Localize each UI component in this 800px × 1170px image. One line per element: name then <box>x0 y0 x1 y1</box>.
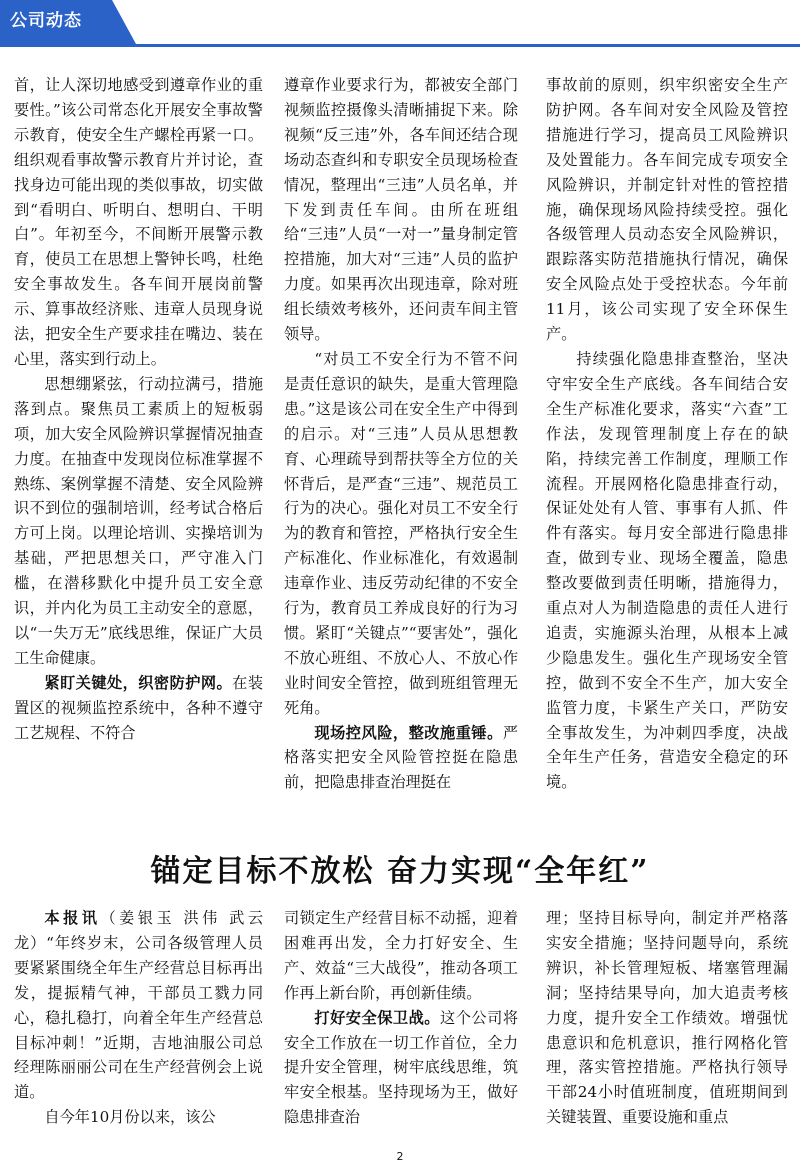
article1-column-1 <box>14 73 263 843</box>
paragraph <box>546 906 788 1130</box>
paragraph-text: 思想绷紧弦，行动拉满弓，措施落到点。聚焦员工素质上的短板弱项，加大安全风险辨识掌握情况抽查力度。在抽查中发现岗位标准掌握不熟练、案例掌握不清楚、安全风险辨识不到位的强制培训，经考试合格后方可上岗。以理论培训、实操培训为基础，严把思想关口，严守准入门槛，在潜移默化中提升员工安全意识，并内化为员工主动安全的意愿，以“一失万无”底线思维，保证广大员工生命健康。 <box>14 374 263 667</box>
paragraph-text: 事故前的原则，织牢织密安全生产防护网。各车间对安全风险及管控措施进行学习，提高员工风险辨识及处置能力。各车间完成专项安全风险辨识，并制定针对性的管控措施，确保现场风险持续受控。强化各级管理人员动态安全风险辨识，跟踪落实防范措施执行情况，确保安全风险点处于受控状态。今年前11月，该公司实现了安全环保生产。 <box>546 76 788 344</box>
paragraph <box>14 73 263 372</box>
paragraph-text: 首，让人深切地感受到遵章作业的重要性。”该公司常态化开展安全事故警示教育，使安全生产螺栓再紧一口。组织观看事故警示教育片并讨论，查找身边可能出现的类似事故，切实做到“看明白、听明白、想明白、干明白”。年初至今，不间断开展警示教育，使员工在思想上警钟长鸣，杜绝安全事故发生。各车间开展岗前警示、算事故经济账、违章人员现身说法，把安全生产要求挂在嘴边、装在心里，落实到行动上。 <box>14 76 263 368</box>
article1-column-2 <box>284 73 518 843</box>
paragraph-text: 严格落实把安全风险管控挺在隐患前，把隐患排查治理挺在 <box>284 723 518 792</box>
paragraph-lead: 现场控风险，整改施重锤。 <box>314 723 503 742</box>
paragraph-text: 自今年10月份以来，该公 <box>44 1108 216 1127</box>
paragraph-text: 遵章作业要求行为，都被安全部门视频监控摄像头清晰捕捉下来。除视频“反三违”外，各车间还结合现场动态查纠和专职安全员现场检查情况，整理出“三违”人员名单，并下发到责任车间。由所在班组给“三违”人员“一对一”量身制定管控措施，加大对“三违”人员的监护力度。如果再次出现违章，除对班组长绩效考核外，还问责车间主管领导。 <box>284 76 518 344</box>
article2-headline: 锚定目标不放松 奋力实现“全年红” <box>150 854 650 889</box>
paragraph <box>546 73 788 347</box>
article2-column-1 <box>14 906 263 1146</box>
paragraph <box>284 73 518 347</box>
paragraph <box>14 906 263 1105</box>
paragraph <box>546 347 788 795</box>
paragraph <box>284 1006 518 1131</box>
paragraph <box>14 671 263 746</box>
paragraph <box>14 372 263 671</box>
paragraph-text: 司锁定生产经营目标不动摇，迎着困难再出发，全力打好安全、生产、效益“三大战役”，推动各项工作再上新台阶，再创新佳绩。 <box>284 909 518 1002</box>
paragraph <box>284 721 518 796</box>
paragraph-text: 持续强化隐患排查整治，坚决守牢安全生产底线。各车间结合安全生产标准化要求，落实“六查”工作法，发现管理制度上存在的缺陷，持续完善工作制度，理顺工作流程。开展网格化隐患排查行动，保证处处有人管、事事有人抓、件件有落实。每月安全部进行隐患排查，做到专业、现场全覆盖，隐患整改要做到责任明晰，措施得力，重点对人为制造隐患的责任人进行追责，实施源头治理，从根本上减少隐患发生。强化生产现场安全管控，做到不安全不生产，加大安全监管力度，卡紧生产关口，严防安全事故发生，为冲刺四季度，决战全年生产任务，营造安全稳定的环境。 <box>546 349 788 792</box>
paragraph <box>14 1105 263 1130</box>
section-header-tab <box>0 0 138 44</box>
paragraph-text: “对员工不安全行为不管不问是责任意识的缺失，是重大管理隐患。”这是该公司在安全生产中得到的启示。对“三违”人员从思想教育、心理疏导到帮扶等全方位的关怀背后，是严查“三违”、规范员工行为的决心。强化对员工不安全行为的教育和管控，严格执行安全生产标准化、作业标准化，有效遏制违章作业、违反劳动纪律的不安全行为，教育员工养成良好的行为习惯。紧盯“关键点”“要害处”，强化不放心班组、不放心人、不放心作业时间安全管控，做到班组管理无死角。 <box>284 349 518 717</box>
paragraph <box>284 347 518 721</box>
header-rule <box>0 44 800 47</box>
article2-column-3 <box>546 906 788 1146</box>
paragraph-lead: 打好安全保卫战。 <box>314 1008 441 1027</box>
paragraph-text: 理；坚持目标导向，制定并严格落实安全措施；坚持问题导向，系统辨识，补长管理短板、堵塞管理漏洞；坚持结果导向，加大追责考核力度，提升安全工作绩效。增强忧患意识和危机意识，推行网格化管理，落实管控措施。严格执行领导干部24小时值班制度，值班期间到关键装置、重要设施和重点 <box>546 909 788 1127</box>
paragraph-lead: 紧盯关键处，织密防护网。 <box>44 673 233 692</box>
paragraph-lead: 本报讯 <box>44 909 101 927</box>
paragraph-text: （姜银玉 洪伟 武云龙）“年终岁末，公司各级管理人员要紧紧围绕全年生产经营总目标再出发，提振精气神，干部员工戮力同心，稳扎稳打，向着全年生产经营总目标冲刺！”近期，吉地油服公司总经理陈丽丽公司在生产经营例会上说道。 <box>14 909 263 1102</box>
section-label: 公司动态 <box>10 11 82 31</box>
page-number: 2 <box>396 1150 404 1163</box>
paragraph-text: 在装置区的视频监控系统中，各种不遵守工艺规程、不符合 <box>14 673 263 742</box>
paragraph-text: 这个公司将安全工作放在一切工作首位，全力提升安全管理，树牢底线思维，筑牢安全根基。坚持现场为王，做好隐患排查治 <box>284 1008 518 1127</box>
article1-column-3 <box>546 73 788 843</box>
article2-column-2 <box>284 906 518 1146</box>
paragraph <box>284 906 518 1006</box>
